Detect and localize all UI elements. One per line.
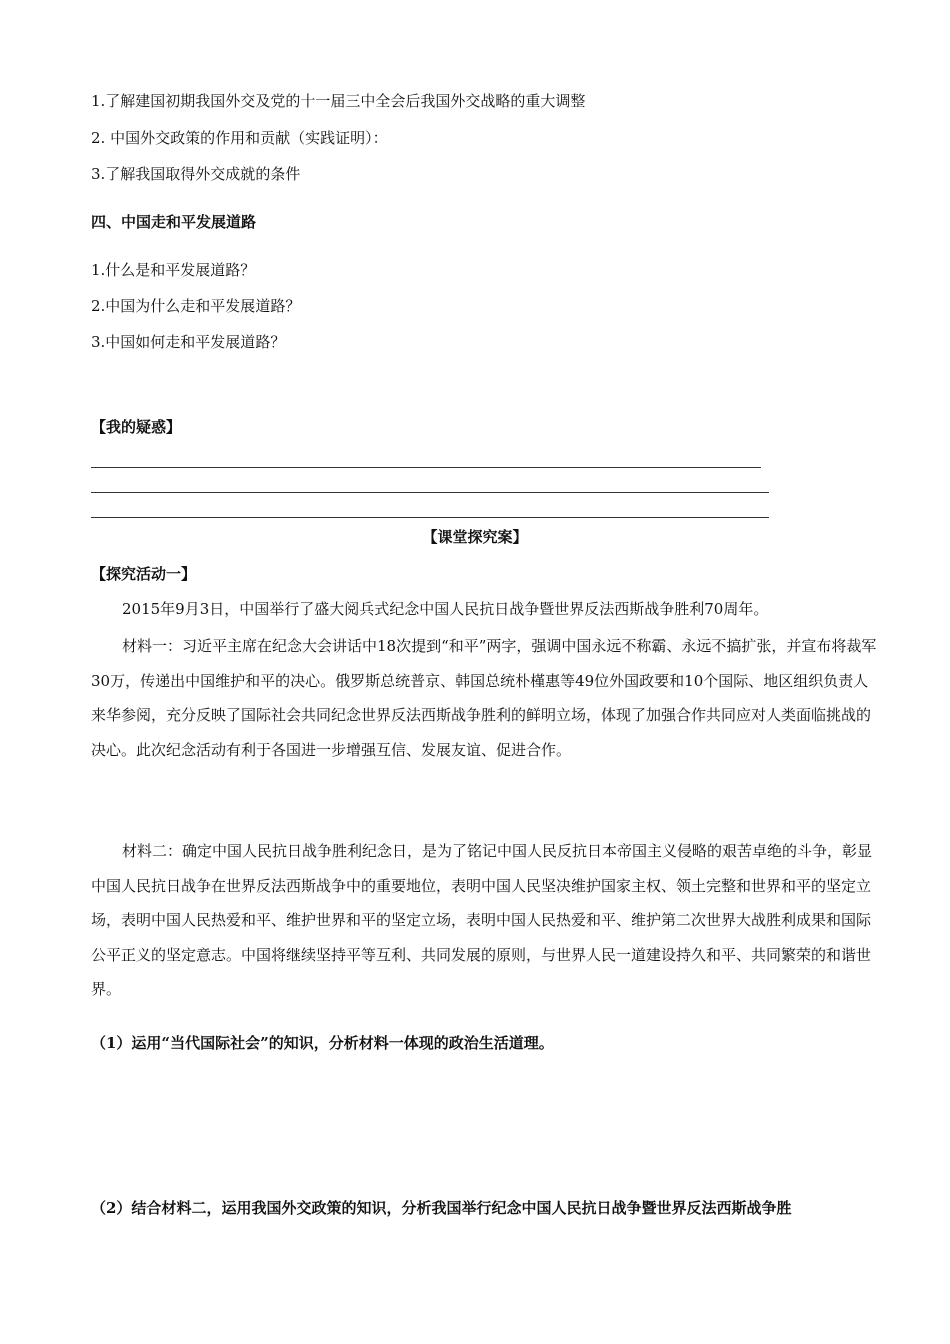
activity1-heading: 【探究活动一】: [91, 565, 197, 583]
answer-line-1: [91, 467, 761, 468]
answer-line-3: [91, 517, 769, 518]
material-1: 材料一：习近平主席在纪念大会讲话中18次提到“和平”两字，强调中国永远不称霸、永远不搞扩张，并宣布将裁军30万，传递出中国维护和平的决心。俄罗斯总统普京、韩国总统朴槿惠等49位外国政要和10个国际、地区组织负责人来华参阅，充分反映了国际社会共同纪念世界反法西斯战争胜利的鲜明立场，体现了加强合作共同应对人类面临挑战的决心。此次纪念活动有利于各国进一步增强互信、发展友谊、促进合作。: [91, 637, 877, 759]
doubts-heading: 【我的疑惑】: [91, 418, 182, 436]
question-2: （2）结合材料二，运用我国外交政策的知识，分析我国举行纪念中国人民抗日战争暨世界反法西斯战争胜: [91, 1199, 792, 1217]
section4-item-2: 2.中国为什么走和平发展道路？: [91, 297, 301, 315]
section3-item-3: 3.了解我国取得外交成就的条件: [91, 165, 301, 183]
answer-line-2: [91, 492, 769, 493]
material-2: 材料二：确定中国人民抗日战争胜利纪念日，是为了铭记中国人民反抗日本帝国主义侵略的艰苦卓绝的斗争，彰显中国人民抗日战争在世界反法西斯战争中的重要地位，表明中国人民坚决维护国家主权、领土完整和世界和平的坚定立场，表明中国人民热爱和平、维护世界和平的坚定立场，表明中国人民热爱和平、维护第二次世界大战胜利成果和国际公平正义的坚定意志。中国将继续坚持平等互利、共同发展的原则，与世界人民一道建设持久和平、共同繁荣的和谐世界。: [91, 842, 873, 998]
section4-item-1: 1.什么是和平发展道路？: [91, 261, 256, 279]
section4-heading: 四、中国走和平发展道路: [91, 213, 257, 231]
classroom-heading: 【课堂探究案】: [422, 528, 528, 546]
section3-item-1: 1.了解建国初期我国外交及党的十一届三中全会后我国外交战略的重大调整: [91, 92, 586, 110]
section4-item-3: 3.中国如何走和平发展道路？: [91, 333, 286, 351]
activity1-intro: 2015年9月3日，中国举行了盛大阅兵式纪念中国人民抗日战争暨世界反法西斯战争胜利70周年。: [122, 600, 769, 618]
question-1: （1）运用“当代国际社会”的知识，分析材料一体现的政治生活道理。: [91, 1034, 554, 1052]
section3-item-2: 2. 中国外交政策的作用和贡献（实践证明）：: [91, 129, 388, 147]
